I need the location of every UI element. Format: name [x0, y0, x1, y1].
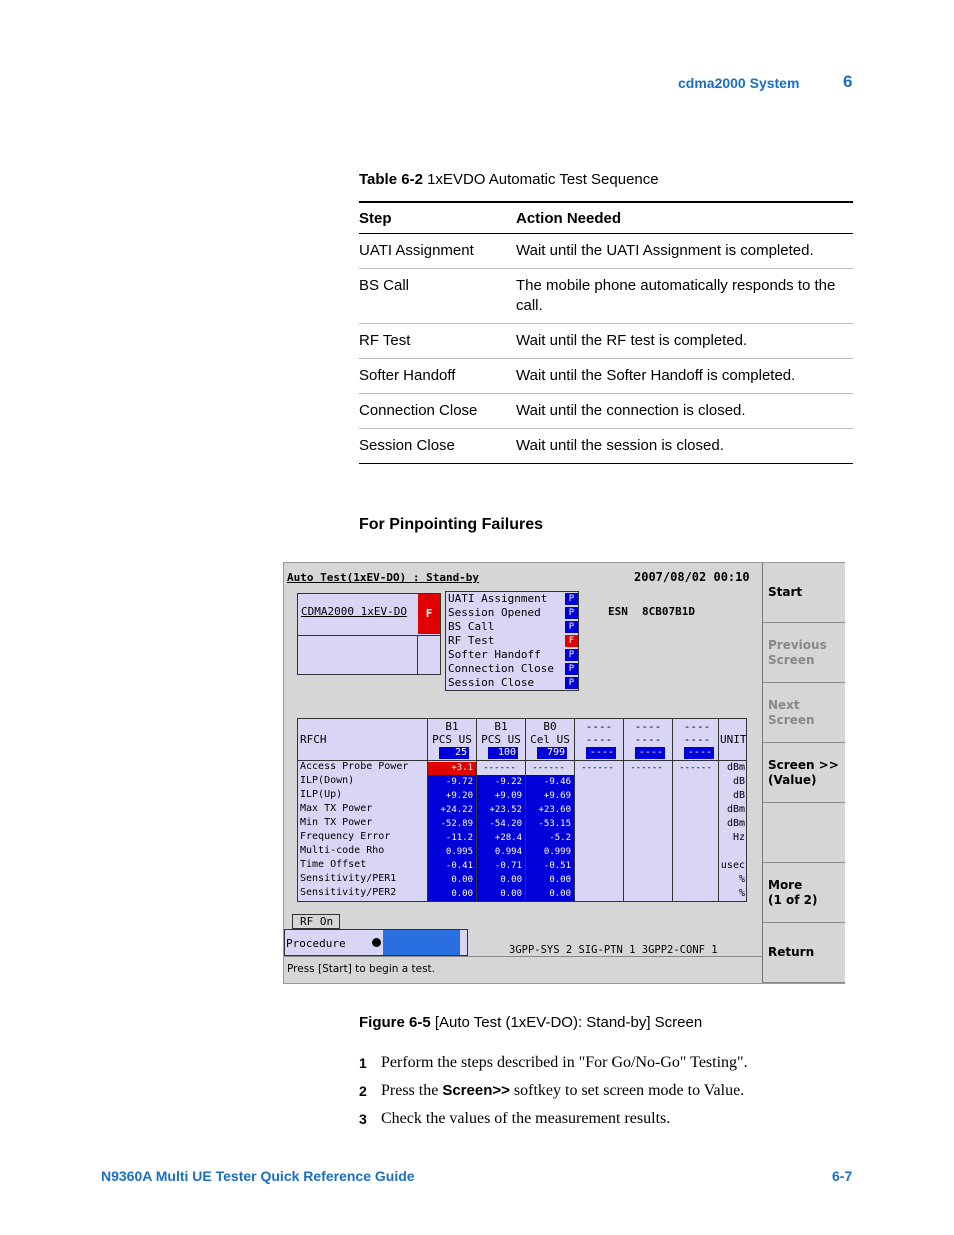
- sequence-result-badge: P: [565, 663, 578, 675]
- esn-value: 8CB07B1D: [642, 605, 695, 618]
- instrument-screen: [283, 562, 845, 984]
- action-cell: Wait until the Softer Handoff is completed.: [516, 359, 853, 394]
- table-row: [359, 269, 853, 324]
- measurement-name: Time Offset: [300, 859, 367, 870]
- sequence-item: RF Test: [448, 634, 495, 647]
- table-row: [359, 429, 853, 464]
- softkey-previous[interactable]: [763, 623, 845, 683]
- measurement-value: +9.69: [543, 791, 571, 801]
- measurement-value: +23.52: [489, 805, 522, 815]
- column-subband: ----: [634, 733, 662, 746]
- running-header-chapter: 6: [843, 72, 853, 91]
- esn-label: ESN: [608, 605, 628, 618]
- softkey-sublabel: (1 of 2): [768, 893, 818, 907]
- table-row: [359, 324, 853, 359]
- measurement-value: -5.2: [549, 833, 571, 843]
- channel-field[interactable]: ----: [635, 747, 665, 759]
- channel-field[interactable]: 100: [488, 747, 518, 759]
- measurement-value: 0.994: [494, 847, 522, 857]
- softkey-label: Start: [768, 585, 803, 599]
- measurement-value: -0.71: [494, 861, 522, 871]
- section-heading: For Pinpointing Failures: [359, 516, 543, 533]
- figure-caption-text: [Auto Test (1xEV-DO): Stand-by] Screen: [434, 1014, 703, 1031]
- sequence-result-badge: P: [565, 677, 578, 689]
- table-row: [359, 359, 853, 394]
- step-cell: Session Close: [359, 429, 516, 464]
- procedure-indicator-icon: [372, 938, 381, 947]
- softkey-label: Next: [768, 698, 800, 712]
- measurement-value: 0.00: [451, 889, 473, 899]
- step-text: [381, 1110, 670, 1128]
- channel-field[interactable]: 25: [439, 747, 469, 759]
- step-number: 2: [359, 1083, 367, 1099]
- sequence-result-badge: P: [565, 649, 578, 661]
- softkey-label: More: [768, 878, 803, 892]
- table-caption: [359, 171, 659, 188]
- measurement-unit: dBm: [726, 818, 745, 829]
- footer-title: N9360A Multi UE Tester Quick Reference Guide: [101, 1168, 415, 1184]
- table-row: [359, 394, 853, 429]
- action-cell: Wait until the UATI Assignment is completed.: [516, 234, 853, 269]
- column-band: B0: [543, 720, 557, 733]
- sequence-item: Session Opened: [448, 606, 541, 619]
- measurement-value: ------: [581, 763, 614, 773]
- measurement-unit: usec: [720, 860, 745, 871]
- test-sequence-table: [359, 201, 853, 464]
- step-softkey-name: Screen>>: [442, 1082, 510, 1099]
- measurement-value: 0.00: [549, 875, 571, 885]
- channel-field[interactable]: ----: [684, 747, 714, 759]
- column-subband: Cel US: [530, 733, 570, 746]
- step-number: 1: [359, 1055, 367, 1071]
- column-band: ----: [683, 720, 711, 733]
- measurement-unit: %: [738, 874, 745, 885]
- measurement-value: -9.72: [445, 777, 473, 787]
- measurement-name: Sensitivity/PER1: [300, 873, 397, 884]
- measurement-name: Max TX Power: [300, 803, 373, 814]
- action-cell: Wait until the connection is closed.: [516, 394, 853, 429]
- sequence-item: BS Call: [448, 620, 495, 633]
- system-name: CDMA2000 1xEV-DO: [301, 605, 407, 618]
- grid-column-divider: [718, 718, 719, 902]
- step-text-post: softkey to set screen mode to Value.: [509, 1082, 745, 1099]
- step-cell: RF Test: [359, 324, 516, 359]
- measurement-value: -11.2: [445, 833, 473, 843]
- measurement-value: 0.999: [543, 847, 571, 857]
- column-band: B1: [445, 720, 459, 733]
- sequence-result-badge: P: [565, 621, 578, 633]
- measurement-value: +9.20: [445, 791, 473, 801]
- system-box-vdivider: [417, 635, 418, 675]
- table-row: [359, 234, 853, 269]
- measurement-name: Min TX Power: [300, 817, 373, 828]
- measurement-unit: dBm: [726, 762, 745, 773]
- sequence-result-badge: F: [565, 635, 578, 647]
- step-text: [381, 1054, 748, 1072]
- measurement-name: Frequency Error: [300, 831, 391, 842]
- measurement-value: 0.00: [500, 875, 522, 885]
- measurement-value: 0.995: [445, 847, 473, 857]
- measurement-value: -0.41: [445, 861, 473, 871]
- sequence-item: Softer Handoff: [448, 648, 541, 661]
- step-cell: UATI Assignment: [359, 234, 516, 269]
- measurement-value: -9.46: [543, 777, 571, 787]
- channel-field[interactable]: 799: [537, 747, 567, 759]
- column-header-action: Action Needed: [516, 202, 853, 234]
- softkey-next[interactable]: [763, 683, 845, 743]
- softkey-screen[interactable]: [763, 743, 845, 803]
- figure-caption: [359, 1014, 702, 1031]
- rf-on-label: RF On: [300, 915, 334, 928]
- softkey-panel: [762, 563, 844, 983]
- softkey-label: Return: [768, 945, 815, 959]
- figure-caption-label: Figure 6-5: [359, 1014, 431, 1031]
- softkey-sublabel: Screen: [768, 713, 815, 727]
- measurement-value: ------: [532, 763, 565, 773]
- measurement-value: ------: [630, 763, 663, 773]
- measurement-value: +9.09: [494, 791, 522, 801]
- procedure-label: Procedure: [286, 937, 346, 950]
- measurement-value: 0.00: [500, 889, 522, 899]
- column-header-step: Step: [359, 202, 516, 234]
- measurement-name: Multi-code Rho: [300, 845, 385, 856]
- message-divider: [284, 956, 762, 957]
- system-box-divider: [297, 635, 441, 636]
- measurement-name: Access Probe Power: [300, 761, 409, 772]
- screen-title: Auto Test(1xEV-DO) : Stand-by: [287, 571, 480, 584]
- column-band: B1: [494, 720, 508, 733]
- measurement-unit: dBm: [726, 804, 745, 815]
- measurement-unit: Hz: [732, 832, 745, 843]
- table-caption-label: Table 6-2: [359, 171, 423, 188]
- procedure-progress-bar: [383, 930, 460, 955]
- sequence-item: Connection Close: [448, 662, 554, 675]
- softkey-more[interactable]: [763, 863, 845, 923]
- measurement-value: 0.00: [451, 875, 473, 885]
- softkey-sublabel: (Value): [768, 773, 817, 787]
- action-cell: The mobile phone automatically responds to the call.: [516, 269, 853, 324]
- column-band: ----: [585, 720, 613, 733]
- softkey-start[interactable]: [763, 563, 845, 623]
- step-cell: BS Call: [359, 269, 516, 324]
- softkey-sublabel: Screen: [768, 653, 815, 667]
- step-cell: Connection Close: [359, 394, 516, 429]
- sequence-result-badge: P: [565, 607, 578, 619]
- softkey-blank[interactable]: [763, 803, 845, 863]
- table-header-row: [359, 202, 853, 234]
- sequence-result-badge: P: [565, 593, 578, 605]
- footer-page-number: 6-7: [832, 1168, 853, 1184]
- action-cell: Wait until the session is closed.: [516, 429, 853, 464]
- measurement-value: +23.60: [538, 805, 571, 815]
- step-number: 3: [359, 1111, 367, 1127]
- measurement-value: 0.00: [549, 889, 571, 899]
- message-line: Press [Start] to begin a test.: [287, 963, 436, 975]
- measurement-value: -9.22: [494, 777, 522, 787]
- running-header-title: cdma2000 System: [678, 75, 800, 91]
- measurement-name: Sensitivity/PER2: [300, 887, 397, 898]
- column-band: ----: [634, 720, 662, 733]
- sequence-item: Session Close: [448, 676, 535, 689]
- column-subband: ----: [585, 733, 613, 746]
- step-text-pre: Press the: [381, 1082, 443, 1099]
- table-caption-text: 1xEVDO Automatic Test Sequence: [427, 171, 659, 188]
- channel-field[interactable]: ----: [586, 747, 616, 759]
- unit-label: UNIT: [720, 733, 747, 746]
- system-result-badge: F: [418, 594, 440, 634]
- measurement-value: ------: [679, 763, 712, 773]
- column-subband: PCS US: [432, 733, 472, 746]
- measurement-value: -54.20: [489, 819, 522, 829]
- measurement-value: -0.51: [543, 861, 571, 871]
- status-line: 3GPP-SYS 2 SIG-PTN 1 3GPP2-CONF 1: [509, 944, 718, 956]
- column-subband: PCS US: [481, 733, 521, 746]
- measurement-unit: %: [738, 888, 745, 899]
- measurement-name: ILP(Up): [300, 789, 343, 800]
- action-cell: Wait until the RF test is completed.: [516, 324, 853, 359]
- measurement-value: -52.89: [440, 819, 473, 829]
- softkey-label: Previous: [768, 638, 827, 652]
- measurement-value: -53.15: [538, 819, 571, 829]
- step-text: [381, 1082, 744, 1100]
- rfch-label: RFCH: [300, 733, 327, 746]
- softkey-label: Screen >>: [768, 758, 839, 772]
- screen-datetime: 2007/08/02 00:10: [634, 570, 750, 584]
- measurement-unit: dB: [732, 790, 745, 801]
- measurement-value: +24.22: [440, 805, 473, 815]
- step-text-pre: Check the values of the measurement results.: [381, 1110, 671, 1127]
- step-text-pre: Perform the steps described in "For Go/No-Go" Testing".: [381, 1054, 748, 1071]
- sequence-item: UATI Assignment: [448, 592, 548, 605]
- column-subband: ----: [683, 733, 711, 746]
- softkey-return[interactable]: [763, 923, 845, 983]
- measurement-value: ------: [483, 763, 516, 773]
- measurement-value: +28.4: [494, 833, 522, 843]
- measurement-unit: dB: [732, 776, 745, 787]
- measurement-value: +3.1: [428, 762, 476, 775]
- measurement-name: ILP(Down): [300, 775, 355, 786]
- step-cell: Softer Handoff: [359, 359, 516, 394]
